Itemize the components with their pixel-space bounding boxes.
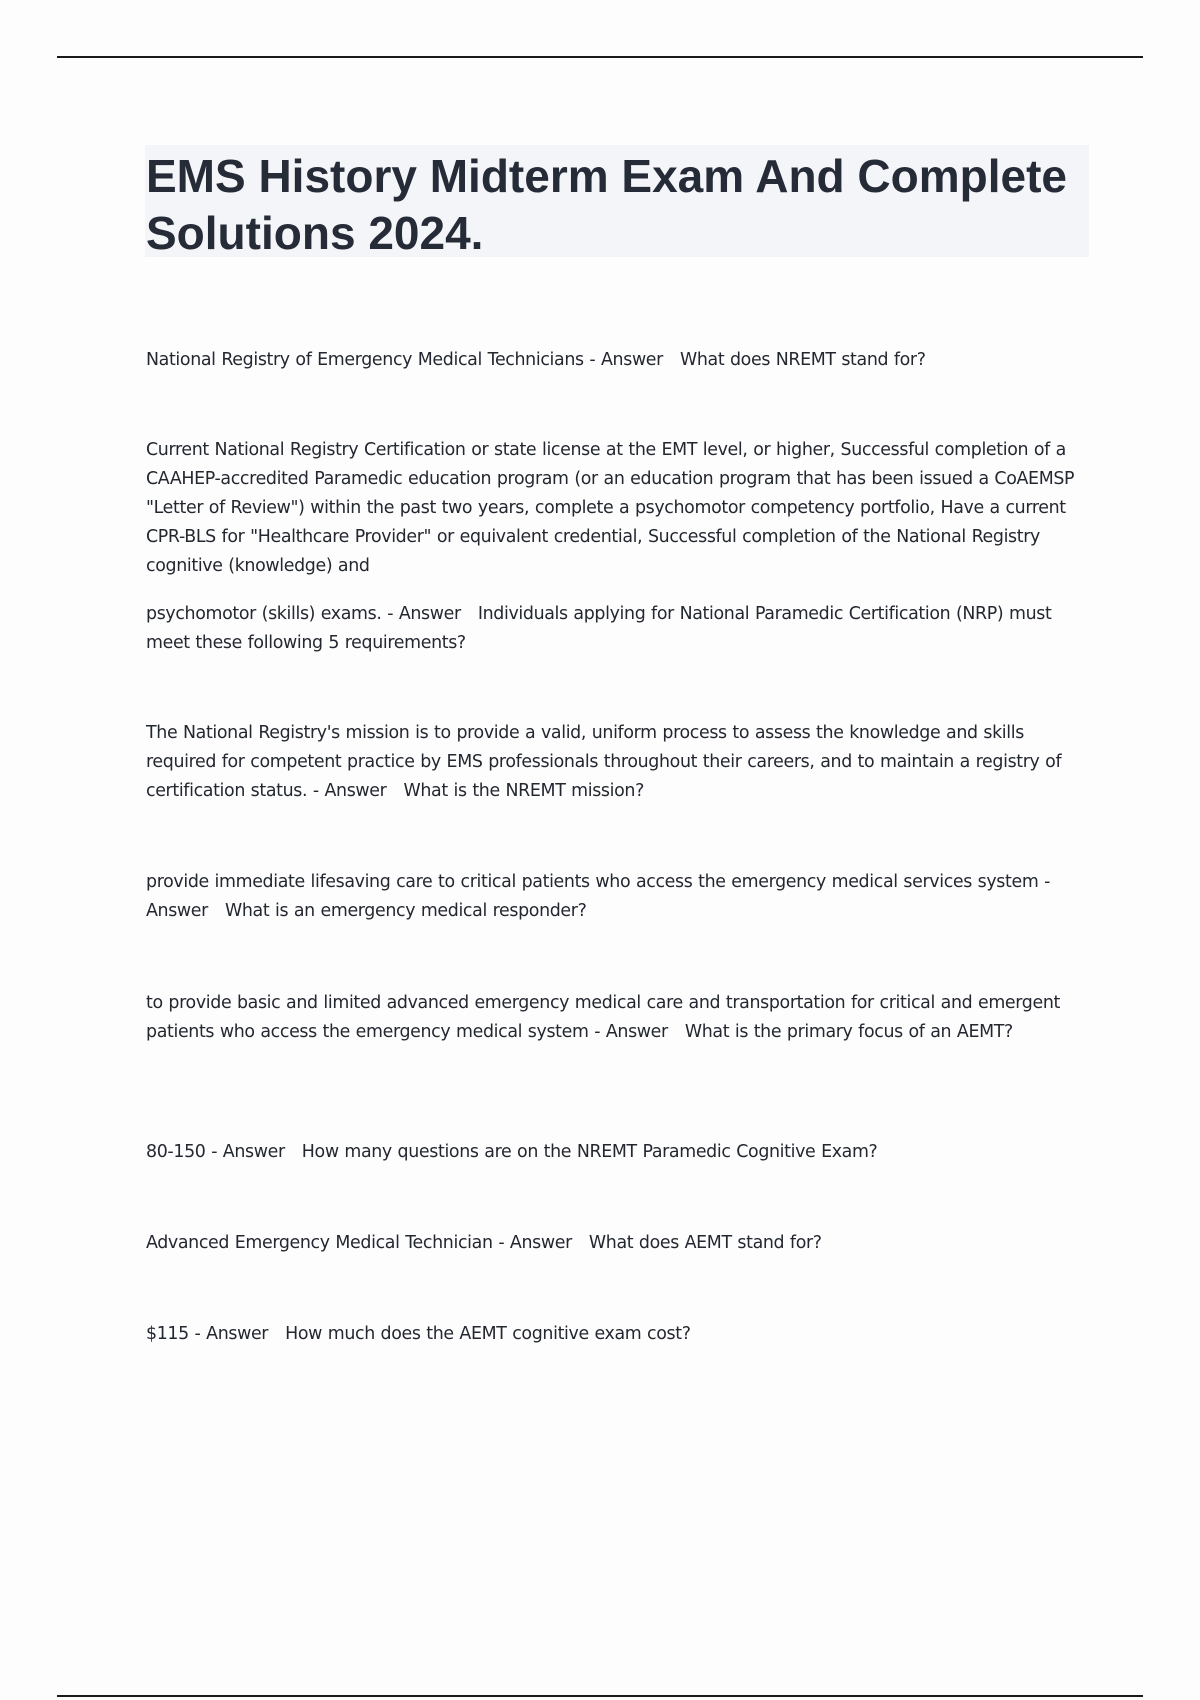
qa-item-question-count (146, 1138, 1091, 1167)
answer-text: National Registry of Emergency Medical Technicians (146, 350, 584, 370)
qa-item-nremt-mission (146, 719, 1091, 806)
answer-separator: - Answer (194, 1324, 269, 1344)
answer-text: The National Registry's mission is to provide a valid, uniform process to assess the knowledge and skills required for competent practice by EMS professionals throughout their careers, and to maintain a registry of certification status. (146, 723, 1062, 801)
qa-item-nremt-acronym (146, 346, 1091, 375)
answer-text: to provide basic and limited advanced emergency medical care and transportation for critical and emergent patients who access the emergency medical system (146, 993, 1060, 1042)
answer-text: Advanced Emergency Medical Technician (146, 1233, 493, 1253)
answer-separator: - Answer (589, 350, 663, 370)
answer-text: Current National Registry Certification or state license at the EMT level, or higher, Successful completion of a CAAHEP-accredited Paramedic education program (or an education program that has been issued a CoAEMSP "Letter of Review") within the past two years, complete a psychomotor competency portfolio, Have a current CPR-BLS for "Healthcare Provider" or equivalent credential, Successful completion of the National Registry cognitive (knowledge) and (146, 440, 1075, 576)
question-text: What is the NREMT mission? (403, 781, 644, 801)
document-title: EMS History Midterm Exam And Complete Solutions 2024. (146, 150, 1068, 259)
qa-item-nrp-requirements (146, 436, 1091, 581)
qa-item-emr (146, 868, 1091, 926)
answer-separator: - Answer (312, 781, 387, 801)
question-text: Individuals applying for National Paramedic Certification (NRP) must meet these following 5 requirements? (146, 604, 1052, 653)
answer-text: 80-150 (146, 1142, 206, 1162)
answer-separator: - Answer (146, 872, 1051, 921)
qa-item-nrp-requirements-cont (146, 600, 1091, 658)
top-rule (57, 56, 1143, 58)
qa-item-aemt-acronym (146, 1229, 1091, 1258)
answer-separator: - Answer (387, 604, 461, 624)
question-text: How much does the AEMT cognitive exam cost? (285, 1324, 691, 1344)
answer-separator: - Answer (498, 1233, 572, 1253)
answer-text: provide immediate lifesaving care to critical patients who access the emergency medical services system (146, 872, 1039, 892)
question-text: What does NREMT stand for? (680, 350, 926, 370)
answer-text-continued: psychomotor (skills) exams. (146, 604, 382, 624)
answer-text: $115 (146, 1324, 189, 1344)
question-text: What is the primary focus of an AEMT? (684, 1022, 1013, 1042)
answer-separator: - Answer (594, 1022, 668, 1042)
qa-item-aemt-focus (146, 989, 1091, 1047)
answer-separator: - Answer (211, 1142, 285, 1162)
question-text: How many questions are on the NREMT Paramedic Cognitive Exam? (301, 1142, 878, 1162)
question-text: What does AEMT stand for? (588, 1233, 822, 1253)
qa-item-aemt-cost (146, 1320, 1091, 1349)
question-text: What is an emergency medical responder? (225, 901, 587, 921)
bottom-rule (57, 1695, 1143, 1697)
